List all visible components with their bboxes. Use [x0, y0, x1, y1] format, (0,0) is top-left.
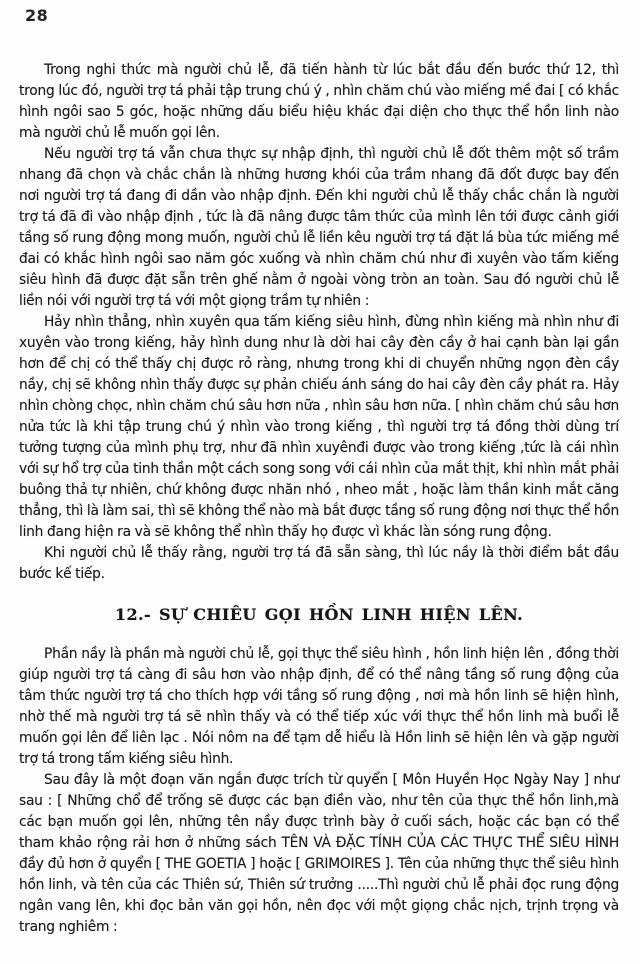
paragraph-goetia-reference: Sau đây là một đoạn văn ngắn được trích từ quyển [ Môn Huyền Học Ngày Nay ] như sau : [ Những chổ để trống sẽ được các bạn điền vào, như tên của thực thể hồn linh,mà các bạn muốn gọi lên, những tên nầy được trình bày ở cuối sách, hoặc các bạn có thể tham khảo rộng rải hơn ở những sách TÊN VÀ ĐẶC TÍNH CỦA CÁC THỰC THỂ SIÊU HÌNH đầy đủ hơn ở quyển [ THE GOETIA ] hoặc [ GRIMOIRES ]. Tên của những thực thể siêu hình hồn linh, và tên của các Thiên sứ, Thiên sứ trưởng .....Thì người chủ lễ phải đọc rung động ngân vang lên, khi đọc bản văn gọi hồn, nên đọc với một giọng chắc nịch, trịnh trọng và trang nghiêm :: [19, 772, 619, 935]
paragraph-incense-trance: Nếu người trợ tá vẫn chưa thực sự nhập định, thì người chủ lễ đốt thêm một số trầm nhang đã chọn và chắc chắn là những hương khói của trầm nhang đã đốt được bay đến nơi người trợ tá đang đi dần vào nhập định. Đến khi người chủ lễ thấy chắc chắn là người trợ tá đã đi vào nhập định , tức là đã nâng được tâm thức của mình lên tới được cảnh giới tầng số rung động mong muốn, người chủ lễ liền kêu người trợ tá đặt lá bùa tức miếng mề đai có khắc hình ngôi sao năm góc xuống và nhìn chăm chú như đi xuyên vào tấm kiếng siêu hình đã được đặt sẵn trên ghế nằm ở ngoài vòng tròn an toàn. Sau đó người chủ lễ liền nói với người trợ tá với một giọng trầm tự nhiên :: [19, 146, 619, 309]
paragraph-ready-next-step: Khi người chủ lễ thấy rằng, người trợ tá đã sẵn sàng, thì lúc nầy là thời điểm bắt đầu bước kế tiếp.: [19, 545, 619, 582]
page-body-text: [19, 60, 619, 938]
page-number: 28: [25, 6, 49, 25]
paragraph-ritual-step12: Trong nghi thức mà người chủ lễ, đã tiến hành từ lúc bắt đầu đến bước thứ 12, thì trong lúc đó, người trợ tá phải tập trung chú ý , nhìn chăm chú vào miếng mề đai [ có khắc hình ngôi sao 5 góc, hoặc những dấu biểu hiệu khác đại diện cho thực thể hồn linh nào mà người chủ lễ muốn gọi lên.: [19, 62, 619, 141]
section-heading: 12.- SỰ CHIÊU GỌI HỒN LINH HIỆN LÊN.: [114, 605, 524, 624]
paragraph-mirror-gazing-instructions: Hảy nhìn thẳng, nhìn xuyên qua tấm kiếng siêu hình, đừng nhìn kiếng mà nhìn như đi xuyên vào trong kiếng, hảy hình dung như là dời hai cây đèn cầy ở hai cạnh bàn lại gần hơn để chị có thể thấy chị được rỏ ràng, nhưng trong khi di chuyển những ngọn đèn cầy nầy, chị sẽ không nhìn thấy được sự phản chiếu ánh sáng do hai cây đèn cầy phát ra. Hảy nhìn chòng chọc, nhìn chăm chú sâu hơn nữa , nhìn sâu hơn nữa. [ nhìn chăm chú sâu hơn nửa tức là khi tập trung chú ý nhìn vào trong kiếng , thì người trợ tá đồng thời dùng trí tưởng tượng của mình phụ trợ, như đã nhìn xuyênđi được vào trong kiếng ,tức là cái nhìn với sự hổ trợ của tinh thần một cách song song với cái nhìn của mắt thịt, khi nhìn mắt phải buông thả tự nhiên, chứ không được nhăn nhó , nheo mắt , hoặc làm thần kinh mắt căng thẳng, thì là làm sai, thì sẽ không thể nào mà bắt được tầng số rung động nơi thực thể hồn linh đang hiện ra và sẽ không thể nhìn thấy họ được vì khác làn sóng rung động.: [19, 314, 619, 540]
paragraph-summoning-purpose: Phần nầy là phần mà người chủ lễ, gọi thực thể siêu hình , hồn linh hiện lên , đồng thời giúp người trợ tá càng đi sâu hơn vào nhập định, để có thể nâng tầng số rung động của tâm thức người trợ tá cho thích hợp với tầng số rung động , nơi mà hồn linh sẽ hiện hình, nhờ thế mà người trợ tá sẽ nhìn thấy và có thể tiếp xúc với thực thể hồn linh mà buổi lễ muốn gọi lên để liên lạc . Nói nôm na để tạm dễ hiểu là Hồn linh sẽ hiện lên và gặp người trợ tá trong tấm kiếng siêu hình.: [19, 646, 619, 767]
